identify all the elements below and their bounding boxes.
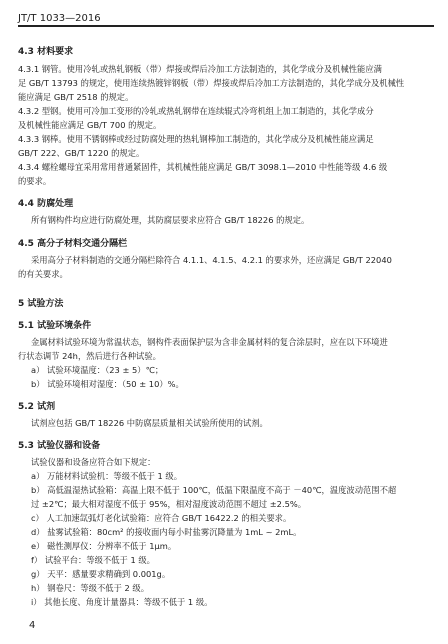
heading-4-4: 4.4 防腐处理	[18, 199, 74, 209]
para-4-3-1-line-3: 能应满足 GB/T 2518 的规定。	[18, 92, 134, 102]
para-4-3-2-line-1: 4.3.2 型钢。使用可冷加工变形的冷轧或热轧钢带在连续辊式冷弯机组上加工制造的，其化学成分	[18, 106, 374, 116]
para-5-1-line-1: 金属材料试验环境为常温状态，钢构件表面保护层为含非金属材料的复合涂层时，应在以下环境进	[31, 337, 388, 347]
list-item-5-3-d: d） 盐雾试验箱：80cm² 的接收面内每小时盐雾沉降量为 1mL ~ 2mL。	[31, 527, 302, 537]
heading-4-5: 4.5 高分子材料交通分隔栏	[18, 239, 128, 249]
header-rule	[18, 25, 434, 27]
heading-5-1: 5.1 试验环境条件	[18, 321, 92, 331]
list-item-5-1-b: b） 试验环境相对湿度：（50 ± 10）%。	[31, 379, 184, 389]
page-number: 4	[29, 620, 36, 631]
standard-code: JT/T 1033—2016	[18, 13, 101, 24]
para-4-3-3-line-1: 4.3.3 钢棒。使用不锈钢棒或经过防腐处理的热轧钢棒加工制造的，其化学成分及机械性能应满足	[18, 134, 374, 144]
list-item-5-3-g: g） 天平：感量要求精确到 0.001g。	[31, 569, 171, 579]
para-4-3-2-line-2: 及机械性能应满足 GB/T 700 的规定。	[18, 120, 162, 130]
heading-5-2: 5.2 试剂	[18, 402, 56, 412]
para-5-2: 试剂应包括 GB/T 18226 中防腐层质量相关试验所使用的试剂。	[31, 418, 268, 428]
para-4-5-line-1: 采用高分子材料制造的交通分隔栏除符合 4.1.1、4.1.5、4.2.1 的要求外，还应满足 GB/T 22040	[31, 255, 392, 265]
list-item-5-3-e: e） 磁性测厚仪：分辨率不低于 1μm。	[31, 541, 177, 551]
list-item-5-3-f: f） 试验平台：等级不低于 1 级。	[31, 555, 155, 565]
heading-4-3: 4.3 材料要求	[18, 47, 74, 57]
list-item-5-1-a: a） 试验环境温度：（23 ± 5）℃；	[31, 365, 164, 375]
list-item-5-3-b: b） 高低温湿热试验箱：高温上限不低于 100℃，低温下限温度不高于 －40℃，温度波动范围不超	[31, 485, 397, 495]
list-item-5-3-h: h） 钢卷尺：等级不低于 2 级。	[31, 583, 150, 593]
heading-5: 5 试验方法	[18, 299, 64, 309]
para-4-3-4-line-2: 的要求。	[18, 176, 52, 186]
heading-5-3: 5.3 试验仪器和设备	[18, 441, 101, 451]
para-5-3-intro: 试验仪器和设备应符合如下规定：	[31, 457, 156, 467]
para-4-3-1-line-2: 足 GB/T 13793 的规定，使用连续热镀锌钢板（带）焊接或焊后冷加工方法制造的，其化学成分及机械性	[18, 78, 405, 88]
list-item-5-3-c: c） 人工加速氙弧灯老化试验箱：应符合 GB/T 16422.2 的相关要求。	[31, 513, 292, 523]
list-item-5-3-i: i） 其他长度、角度计量器具：等级不低于 1 级。	[31, 597, 213, 607]
list-item-5-3-a: a） 万能材料试验机：等级不低于 1 级。	[31, 471, 183, 481]
para-4-4: 所有钢构件均应进行防腐处理，其防腐层要求应符合 GB/T 18226 的规定。	[31, 215, 310, 225]
para-4-3-4-line-1: 4.3.4 螺栓螺母宜采用常用普通紧固件，其机械性能应满足 GB/T 3098.1—2010 中性能等级 4.6 级	[18, 162, 388, 172]
list-item-5-3-b-cont: 过 ±2℃；最大相对湿度不低于 95%，相对湿度波动范围不超过 ±2.5%。	[31, 499, 307, 509]
para-5-1-line-2: 行状态调节 24h，然后进行各种试验。	[18, 351, 161, 361]
para-4-3-3-line-2: GB/T 222、GB/T 1220 的规定。	[18, 148, 145, 158]
para-4-5-line-2: 的有关要求。	[18, 269, 68, 279]
para-4-3-1-line-1: 4.3.1 钢管。使用冷轧或热轧钢板（带）焊接或焊后冷加工方法制造的，其化学成分及机械性能应满	[18, 64, 382, 74]
